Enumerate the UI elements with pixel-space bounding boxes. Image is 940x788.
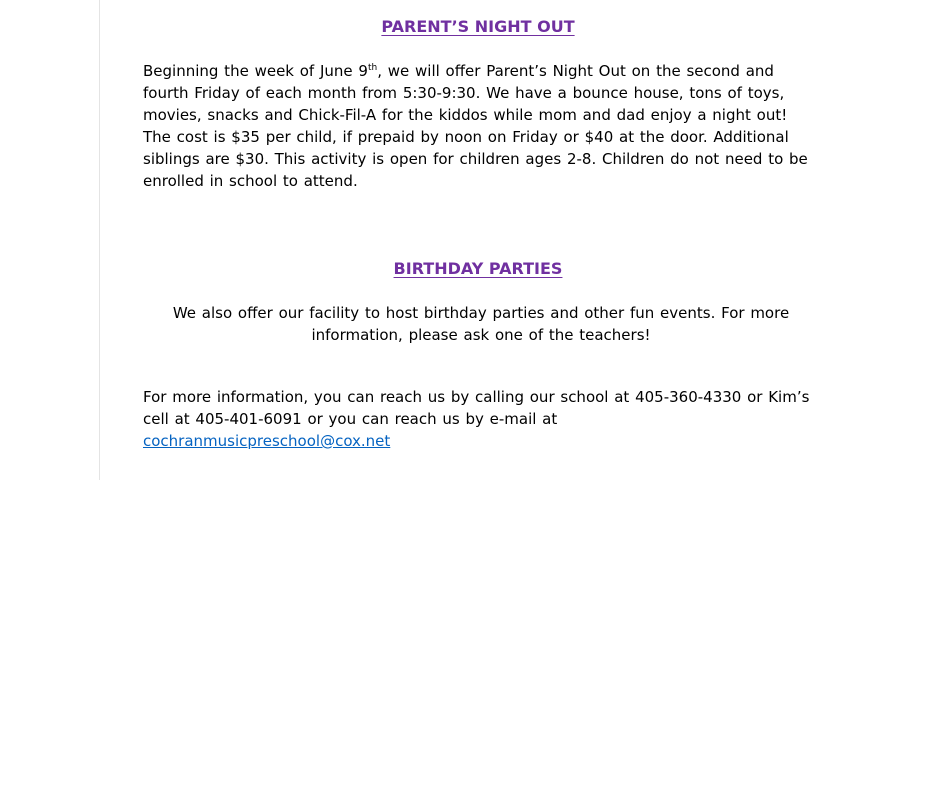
parents-night-out-text-start: Beginning the week of June 9 bbox=[143, 62, 368, 80]
date-ordinal-suffix: th bbox=[367, 63, 378, 73]
birthday-parties-heading: BIRTHDAY PARTIES bbox=[393, 259, 563, 278]
contact-text: For more information, you can reach us by calling our school at 405-360-4330 or Kim’s cell at 405-401-6091 or you can reach us by e-mail at bbox=[143, 388, 810, 428]
birthday-parties-paragraph: We also offer our facility to host birthday parties and other fun events. For more information, please ask one of the teachers! bbox=[172, 304, 790, 344]
document-content bbox=[143, 16, 813, 452]
contact-paragraph bbox=[143, 386, 813, 452]
parents-night-out-heading: PARENT’S NIGHT OUT bbox=[381, 17, 575, 36]
page-edge-line bbox=[99, 0, 100, 480]
parents-night-out-paragraph bbox=[143, 60, 813, 192]
parents-night-out-text-rest: , we will offer Parent’s Night Out on the second and fourth Friday of each month from 5:30-9:30. We have a bounce house, tons of toys, movies, snacks and Chick-Fil-A for the kiddos while mom and dad enjoy a night out! The cost is $35 per child, if prepaid by noon on Friday or $40 at the door. Additional siblings are $30. This activity is open for children ages 2-8. Children do not need to be enrolled in school to attend. bbox=[143, 62, 808, 190]
email-link[interactable]: cochranmusicpreschool@cox.net bbox=[143, 432, 391, 450]
